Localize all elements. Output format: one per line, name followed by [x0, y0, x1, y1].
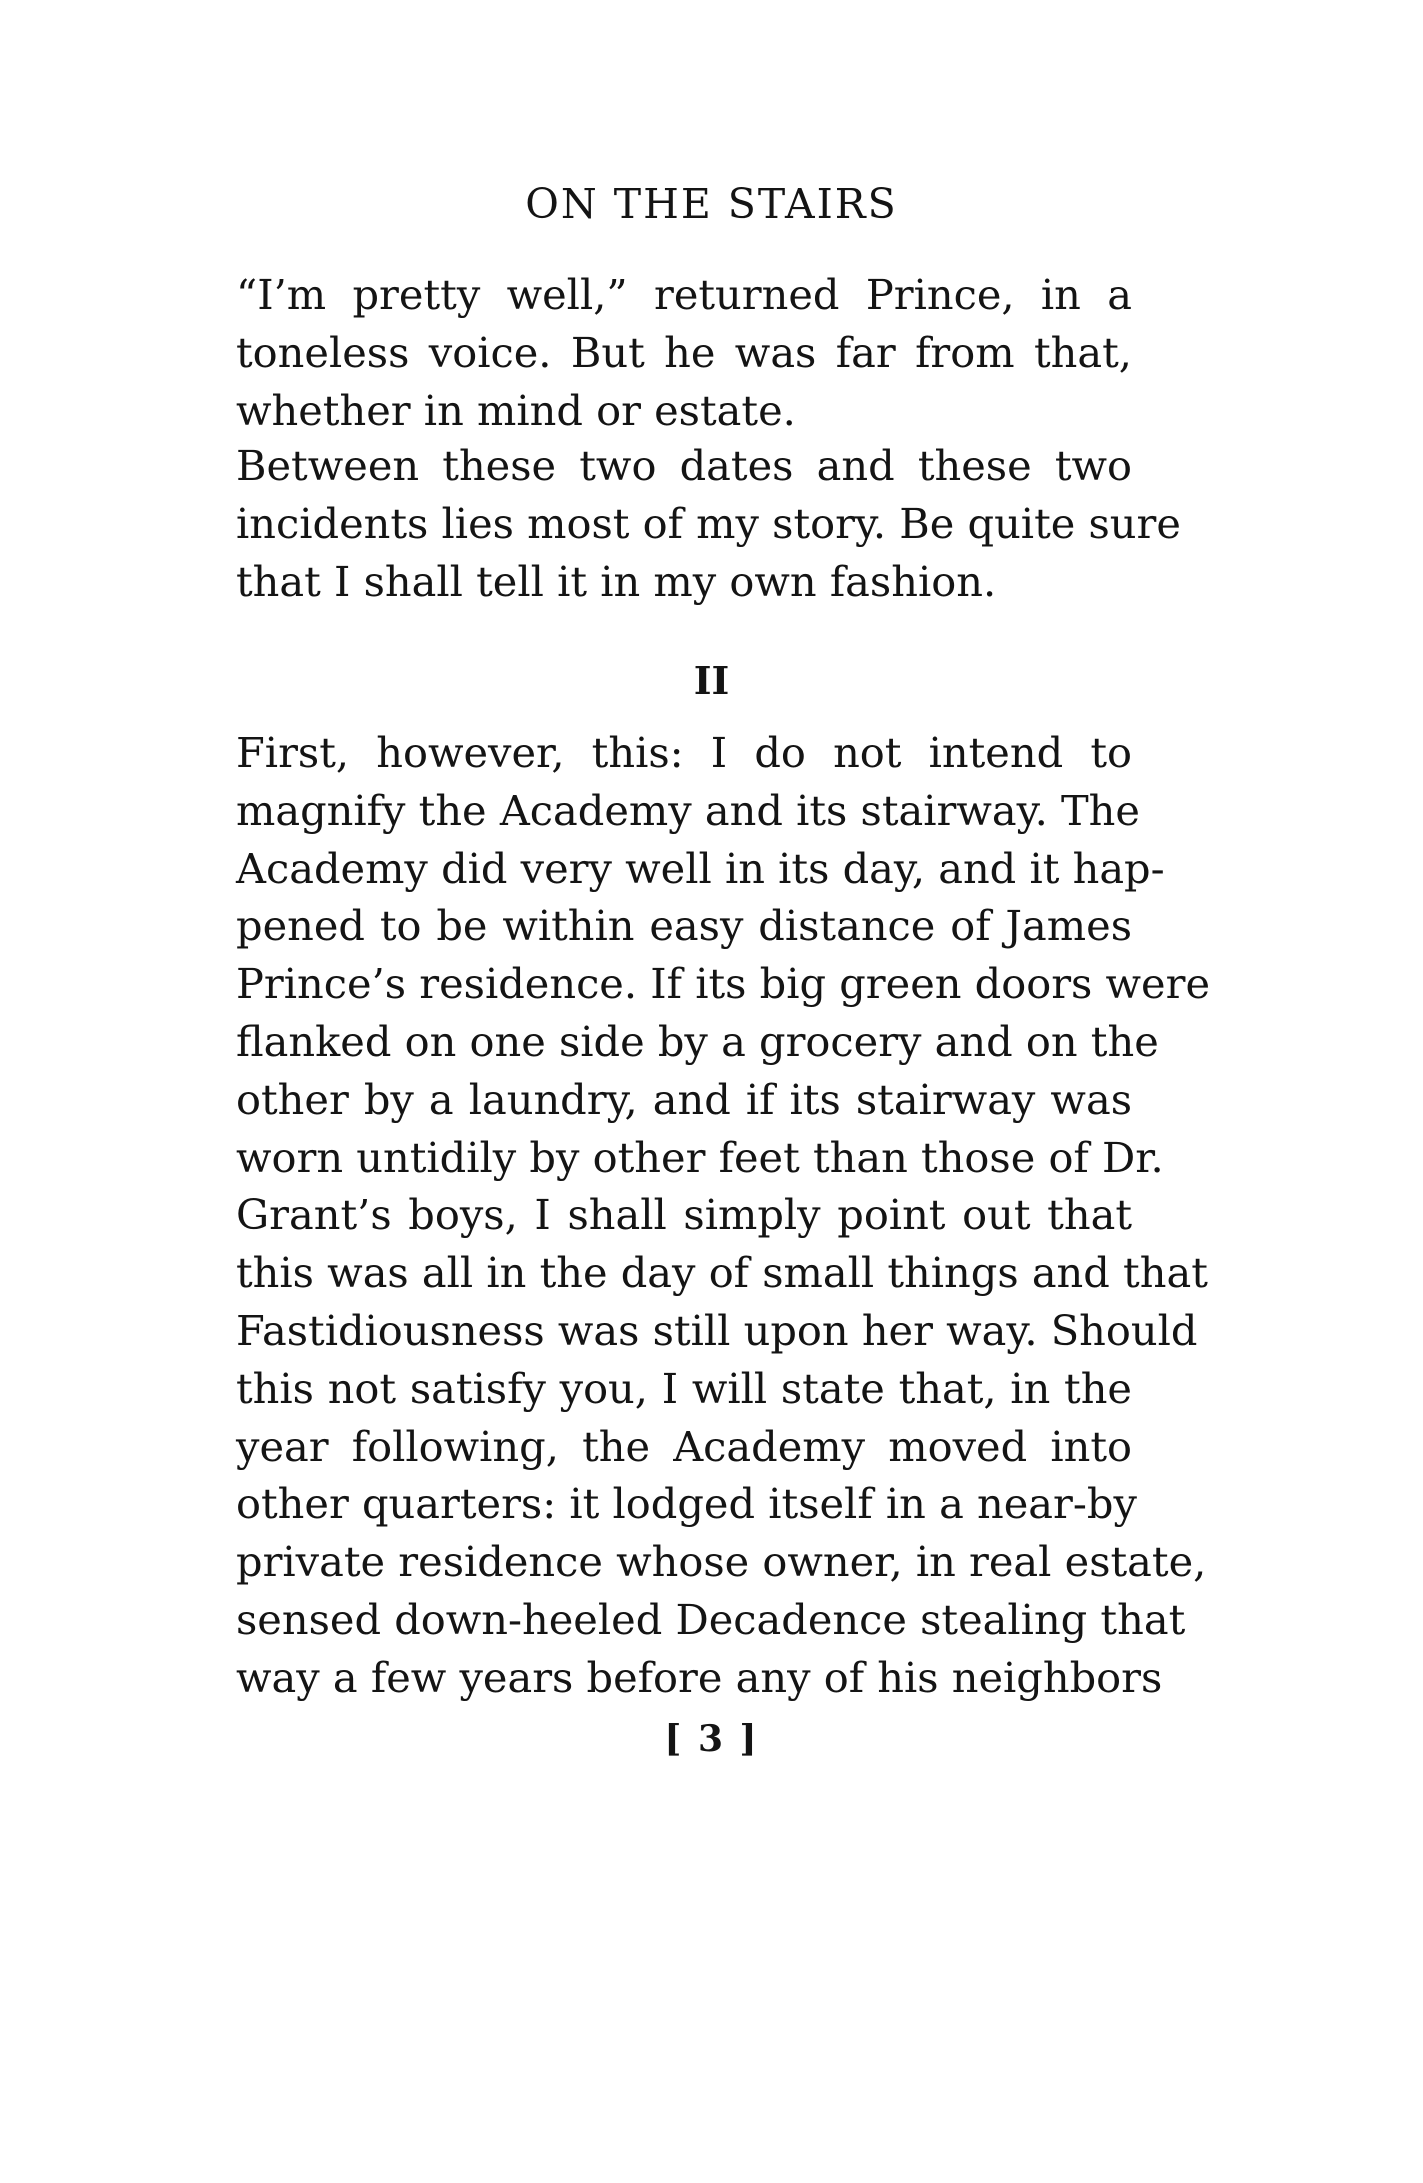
text-line: this was all in the day of small things and that: [236, 1248, 1208, 1298]
text-line: pened to be within easy distance of James: [236, 901, 1132, 951]
text-line: magnify the Academy and its stairway. The: [236, 785, 1140, 835]
paragraph-3: [236, 724, 1211, 1707]
text-line: Between these two dates and these two: [236, 441, 1132, 490]
text-line: whether in mind or estate.: [236, 385, 796, 435]
text-line: other quarters: it lodged itself in a near-by: [236, 1479, 1137, 1529]
text-line: private residence whose owner, in real estate,: [236, 1537, 1207, 1587]
running-head: ON THE STAIRS: [525, 180, 898, 228]
text-line: Academy did very well in its day, and it hap-: [236, 843, 1165, 893]
paragraph-2: [236, 437, 1181, 610]
text-line: Prince’s residence. If its big green doors were: [236, 959, 1211, 1009]
text-line: toneless voice. But he was far from that,: [236, 327, 1132, 377]
text-line: Grant’s boys, I shall simply point out that: [236, 1190, 1132, 1240]
text-line: way a few years before any of his neighbors: [236, 1652, 1163, 1702]
text-line: flanked on one side by a grocery and on the: [236, 1016, 1159, 1066]
text-line: other by a laundry, and if its stairway was: [236, 1074, 1132, 1124]
text-line: that I shall tell it in my own fashion.: [236, 556, 997, 606]
section-number: II: [693, 658, 730, 703]
text-line: year following, the Academy moved into: [236, 1421, 1132, 1471]
text-line: worn untidily by other feet than those of Dr.: [236, 1132, 1164, 1182]
text-line: sensed down-heeled Decadence stealing that: [236, 1594, 1186, 1644]
page-number: [ 3 ]: [664, 1718, 759, 1760]
text-line: “I’m pretty well,” returned Prince, in a: [236, 270, 1132, 319]
text-line: this not satisfy you, I will state that, in the: [236, 1363, 1132, 1413]
text-line: Fastidiousness was still upon her way. Should: [236, 1305, 1198, 1355]
paragraph-1: [236, 266, 1132, 439]
text-line: incidents lies most of my story. Be quite sure: [236, 498, 1181, 548]
text-line: First, however, this: I do not intend to: [236, 728, 1132, 777]
